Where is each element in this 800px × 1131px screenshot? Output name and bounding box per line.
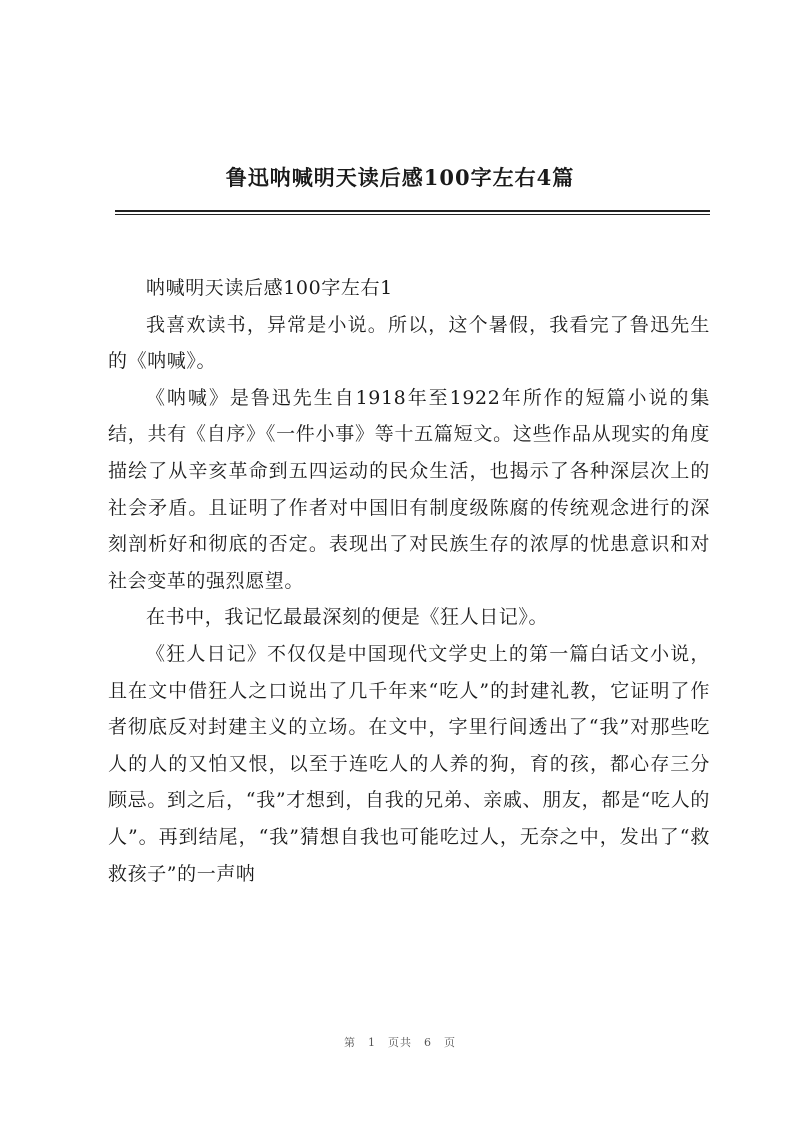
footer-page-number: 1 [368, 1036, 376, 1049]
footer-total-pages: 6 [424, 1036, 432, 1049]
page-footer [0, 1034, 800, 1050]
title-rule-thick [115, 210, 710, 212]
paragraph: 我喜欢读书，异常是小说。所以，这个暑假，我看完了鲁迅先生的《呐喊》。 [108, 313, 710, 373]
paragraph: 《狂人日记》不仅仅是中国现代文学史上的第一篇白话文小说，且在文中借狂人之口说出了几千年来“吃人”的封建礼教，它证明了作者彻底反对封建主义的立场。在文中，字里行间透出了“我”对那些吃人的人的又怕又恨，以至于连吃人的人养的狗，育的孩，都心存三分顾忌。到之后，“我”才想到，自我的兄弟、亲戚、朋友，都是“吃人的人”。再到结尾，“我”猜想自我也可能吃过人，无奈之中，发出了“救救孩子”的一声呐 [108, 642, 710, 885]
document-body [108, 270, 710, 892]
footer-prefix: 第 [344, 1036, 356, 1049]
footer-middle: 页共 [388, 1036, 412, 1049]
footer-suffix: 页 [444, 1036, 456, 1049]
title-rule-thin [115, 214, 710, 215]
paragraph: 在书中，我记忆最最深刻的便是《狂人日记》。 [146, 606, 549, 629]
document-title: 鲁迅呐喊明天读后感100字左右4篇 [225, 165, 575, 190]
section-heading: 呐喊明天读后感100字左右1 [146, 277, 393, 299]
paragraph: 《呐喊》是鲁迅先生自1918年至1922年所作的短篇小说的集结，共有《自序》《一件小事》等十五篇短文。这些作品从现实的角度描绘了从辛亥革命到五四运动的民众生活，也揭示了各种深层次上的社会矛盾。且证明了作者对中国旧有制度级陈腐的传统观念进行的深刻剖析好和彻底的否定。表现出了对民族生存的浓厚的忧患意识和对社会变革的强烈愿望。 [108, 386, 710, 592]
